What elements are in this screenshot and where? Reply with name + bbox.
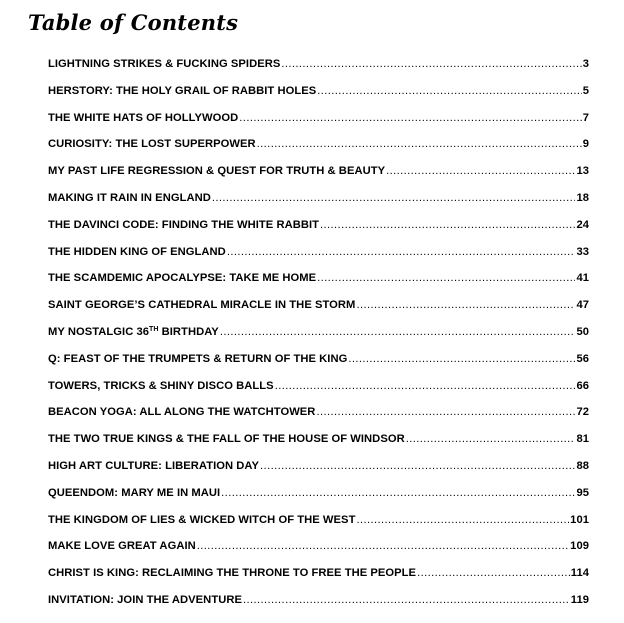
toc-leader-dots xyxy=(356,299,575,311)
toc-entry-title: THE SCAMDEMIC APOCALYPSE: TAKE ME HOME xyxy=(48,272,317,285)
toc-entry-title: CHRIST IS KING: RECLAIMING THE THRONE TO FREE THE PEOPLE xyxy=(48,567,417,580)
toc-list xyxy=(48,58,589,621)
toc-entry-title: THE KINGDOM OF LIES & WICKED WITCH OF THE WEST xyxy=(48,513,356,526)
toc-entry[interactable] xyxy=(48,514,589,541)
toc-entry[interactable] xyxy=(48,567,589,594)
toc-entry-title: HIGH ART CULTURE: LIBERATION DAY xyxy=(48,459,260,472)
toc-entry[interactable] xyxy=(48,165,589,192)
toc-entry[interactable] xyxy=(48,326,589,353)
toc-leader-dots xyxy=(212,192,576,204)
toc-entry-title: QUEENDOM: MARY ME IN MAUI xyxy=(48,486,221,499)
toc-entry-page: 13 xyxy=(576,165,589,178)
toc-entry[interactable] xyxy=(48,85,589,112)
toc-entry[interactable] xyxy=(48,460,589,487)
toc-leader-dots xyxy=(221,487,575,499)
toc-entry-page: 33 xyxy=(576,245,589,258)
toc-leader-dots xyxy=(281,58,581,70)
toc-leader-dots xyxy=(317,85,581,97)
toc-leader-dots xyxy=(356,514,569,526)
toc-entry-page: 3 xyxy=(582,58,589,70)
toc-leader-dots xyxy=(220,326,576,338)
toc-entry-page: 88 xyxy=(576,459,589,472)
toc-entry[interactable] xyxy=(48,299,589,326)
toc-entry[interactable] xyxy=(48,192,589,219)
toc-entry[interactable] xyxy=(48,433,589,460)
toc-leader-dots xyxy=(275,380,576,392)
toc-entry-page: 9 xyxy=(582,138,589,151)
toc-entry-title: MY PAST LIFE REGRESSION & QUEST FOR TRUTH & BEAUTY xyxy=(48,165,386,178)
toc-entry-page: 66 xyxy=(576,379,589,392)
toc-entry-title: MAKE LOVE GREAT AGAIN xyxy=(48,540,196,553)
toc-leader-dots xyxy=(239,112,581,124)
toc-entry-title xyxy=(48,326,219,338)
toc-entry[interactable] xyxy=(48,380,589,407)
toc-entry-title: THE HIDDEN KING OF ENGLAND xyxy=(48,245,226,258)
toc-leader-dots xyxy=(386,165,575,177)
toc-entry-title: THE WHITE HATS OF HOLLYWOOD xyxy=(48,111,239,124)
toc-entry-page: 101 xyxy=(570,513,589,526)
toc-entry[interactable] xyxy=(48,487,589,514)
toc-leader-dots xyxy=(406,433,576,445)
toc-leader-dots xyxy=(348,353,575,365)
toc-entry[interactable] xyxy=(48,353,589,380)
toc-entry[interactable] xyxy=(48,246,589,273)
toc-entry-page: 47 xyxy=(576,299,589,312)
toc-entry-title: THE DAVINCI CODE: FINDING THE WHITE RABBIT xyxy=(48,218,320,231)
toc-entry[interactable] xyxy=(48,594,589,621)
toc-leader-dots xyxy=(317,272,575,284)
toc-entry-title: BEACON YOGA: ALL ALONG THE WATCHTOWER xyxy=(48,406,316,419)
toc-entry[interactable] xyxy=(48,272,589,299)
toc-title: Table of Contents xyxy=(28,10,239,35)
toc-entry-title: LIGHTNING STRIKES & FUCKING SPIDERS xyxy=(48,58,281,70)
toc-entry-page: 72 xyxy=(576,406,589,419)
toc-entry[interactable] xyxy=(48,540,589,567)
ordinal-superscript: TH xyxy=(149,325,159,333)
toc-leader-dots xyxy=(316,406,575,418)
toc-entry-page: 56 xyxy=(576,352,589,365)
toc-entry[interactable] xyxy=(48,219,589,246)
toc-entry[interactable] xyxy=(48,112,589,139)
toc-entry-page: 41 xyxy=(576,272,589,285)
toc-entry-title: INVITATION: JOIN THE ADVENTURE xyxy=(48,593,242,606)
toc-entry-page: 18 xyxy=(576,191,589,204)
toc-entry-title: HERSTORY: THE HOLY GRAIL OF RABBIT HOLES xyxy=(48,84,317,97)
toc-entry-title: THE TWO TRUE KINGS & THE FALL OF THE HOUSE OF WINDSOR xyxy=(48,433,405,446)
toc-leader-dots xyxy=(260,460,575,472)
toc-leader-dots xyxy=(257,138,582,150)
toc-entry-page: 50 xyxy=(576,325,589,338)
toc-entry-title: CURIOSITY: THE LOST SUPERPOWER xyxy=(48,138,256,151)
toc-entry-title: SAINT GEORGE’S CATHEDRAL MIRACLE IN THE STORM xyxy=(48,299,356,312)
toc-entry-title-suffix: BIRTHDAY xyxy=(158,325,219,338)
toc-entry[interactable] xyxy=(48,138,589,165)
toc-entry-page: 7 xyxy=(582,111,589,124)
toc-entry-page: 119 xyxy=(570,593,589,606)
toc-leader-dots xyxy=(227,246,576,258)
toc-entry-title: TOWERS, TRICKS & SHINY DISCO BALLS xyxy=(48,379,274,392)
toc-entry[interactable] xyxy=(48,58,589,85)
toc-entry-page: 114 xyxy=(570,567,589,580)
toc-entry-page: 5 xyxy=(582,84,589,97)
toc-leader-dots xyxy=(243,594,570,606)
toc-entry[interactable] xyxy=(48,406,589,433)
toc-leader-dots xyxy=(197,540,569,552)
toc-entry-title: MAKING IT RAIN IN ENGLAND xyxy=(48,191,211,204)
toc-entry-title: Q: FEAST OF THE TRUMPETS & RETURN OF THE KING xyxy=(48,352,348,365)
toc-entry-page: 95 xyxy=(576,486,589,499)
toc-leader-dots xyxy=(320,219,575,231)
toc-entry-page: 24 xyxy=(576,218,589,231)
toc-entry-page: 109 xyxy=(570,540,589,553)
toc-leader-dots xyxy=(417,567,570,579)
toc-entry-title-prefix: MY NOSTALGIC 36 xyxy=(48,325,150,338)
toc-entry-page: 81 xyxy=(576,433,589,446)
